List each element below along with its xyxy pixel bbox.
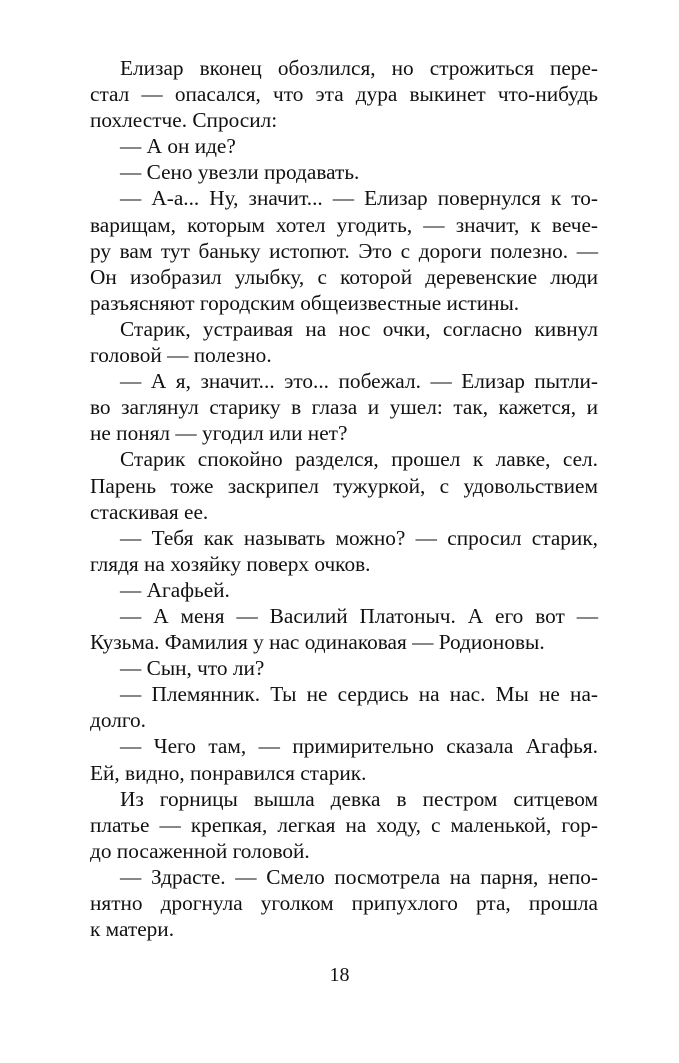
text-line: — Тебя как называть можно? — спросил старик, bbox=[120, 525, 598, 550]
text-line: — А я, значит... это... побежал. — Елизар пытли- bbox=[120, 369, 598, 394]
text-line: — Сын, что ли? bbox=[120, 656, 265, 681]
text-line: — Сено увезли продавать. bbox=[120, 160, 360, 185]
text-line: Старик, устраивая на нос очки, согласно кивнул bbox=[120, 316, 598, 341]
text-line: нятно дрогнула уголком припухлого рта, прошла bbox=[90, 891, 598, 915]
text-line: ру вам тут баньку истопют. Это с дороги полезно. — bbox=[90, 238, 598, 263]
text-line: варищам, которым хотел угодить, — значит, к вече- bbox=[90, 212, 598, 237]
text-line: — А он иде? bbox=[120, 134, 236, 159]
text-line: Ей, видно, понравился старик. bbox=[90, 760, 367, 785]
text-line: Парень тоже заскрипел тужуркой, с удовольствием bbox=[90, 473, 598, 498]
text-line: до посаженной головой. bbox=[90, 838, 310, 863]
text-line: во заглянул старику в глаза и ушел: так, кажется, и bbox=[90, 395, 598, 420]
text-line: Из горницы вышла девка в пестром ситцевом bbox=[120, 786, 598, 811]
text-line: разъясняют городским общеизвестные истины. bbox=[90, 290, 520, 315]
text-line: стал — опасался, что эта дура выкинет что-нибудь bbox=[90, 82, 598, 107]
text-line: Старик спокойно разделся, прошел к лавке, сел. bbox=[120, 447, 598, 472]
text-line: стаскивая ее. bbox=[90, 499, 209, 524]
page-text bbox=[90, 55, 598, 942]
text-line: — А меня — Василий Платоныч. А его вот — bbox=[120, 603, 598, 628]
text-line: к матери. bbox=[90, 917, 175, 942]
page-number: 18 bbox=[329, 964, 350, 986]
text-line: не понял — угодил или нет? bbox=[90, 421, 348, 446]
text-line: долго. bbox=[90, 708, 147, 733]
text-line: — А-а... Ну, значит... — Елизар повернулся к то- bbox=[120, 186, 598, 211]
text-line: головой — полезно. bbox=[90, 343, 272, 368]
text-line: глядя на хозяйку поверх очков. bbox=[90, 551, 371, 576]
text-line: — Агафьей. bbox=[120, 577, 230, 602]
text-line: — Племянник. Ты не сердись на нас. Мы не на- bbox=[120, 682, 598, 707]
text-line: Кузьма. Фамилия у нас одинаковая — Родионовы. bbox=[90, 630, 545, 655]
text-line: Он изобразил улыбку, с которой деревенские люди bbox=[90, 264, 598, 289]
text-line: Елизар вконец обозлился, но строжиться пере- bbox=[120, 56, 598, 80]
text-line: — Чего там, — примирительно сказала Агафья. bbox=[120, 734, 598, 759]
text-line: — Здрасте. — Смело посмотрела на парня, непо- bbox=[120, 864, 598, 889]
text-line: платье — крепкая, легкая на ходу, с маленькой, гор- bbox=[90, 812, 598, 837]
text-line: похлестче. Спросил: bbox=[90, 108, 278, 133]
